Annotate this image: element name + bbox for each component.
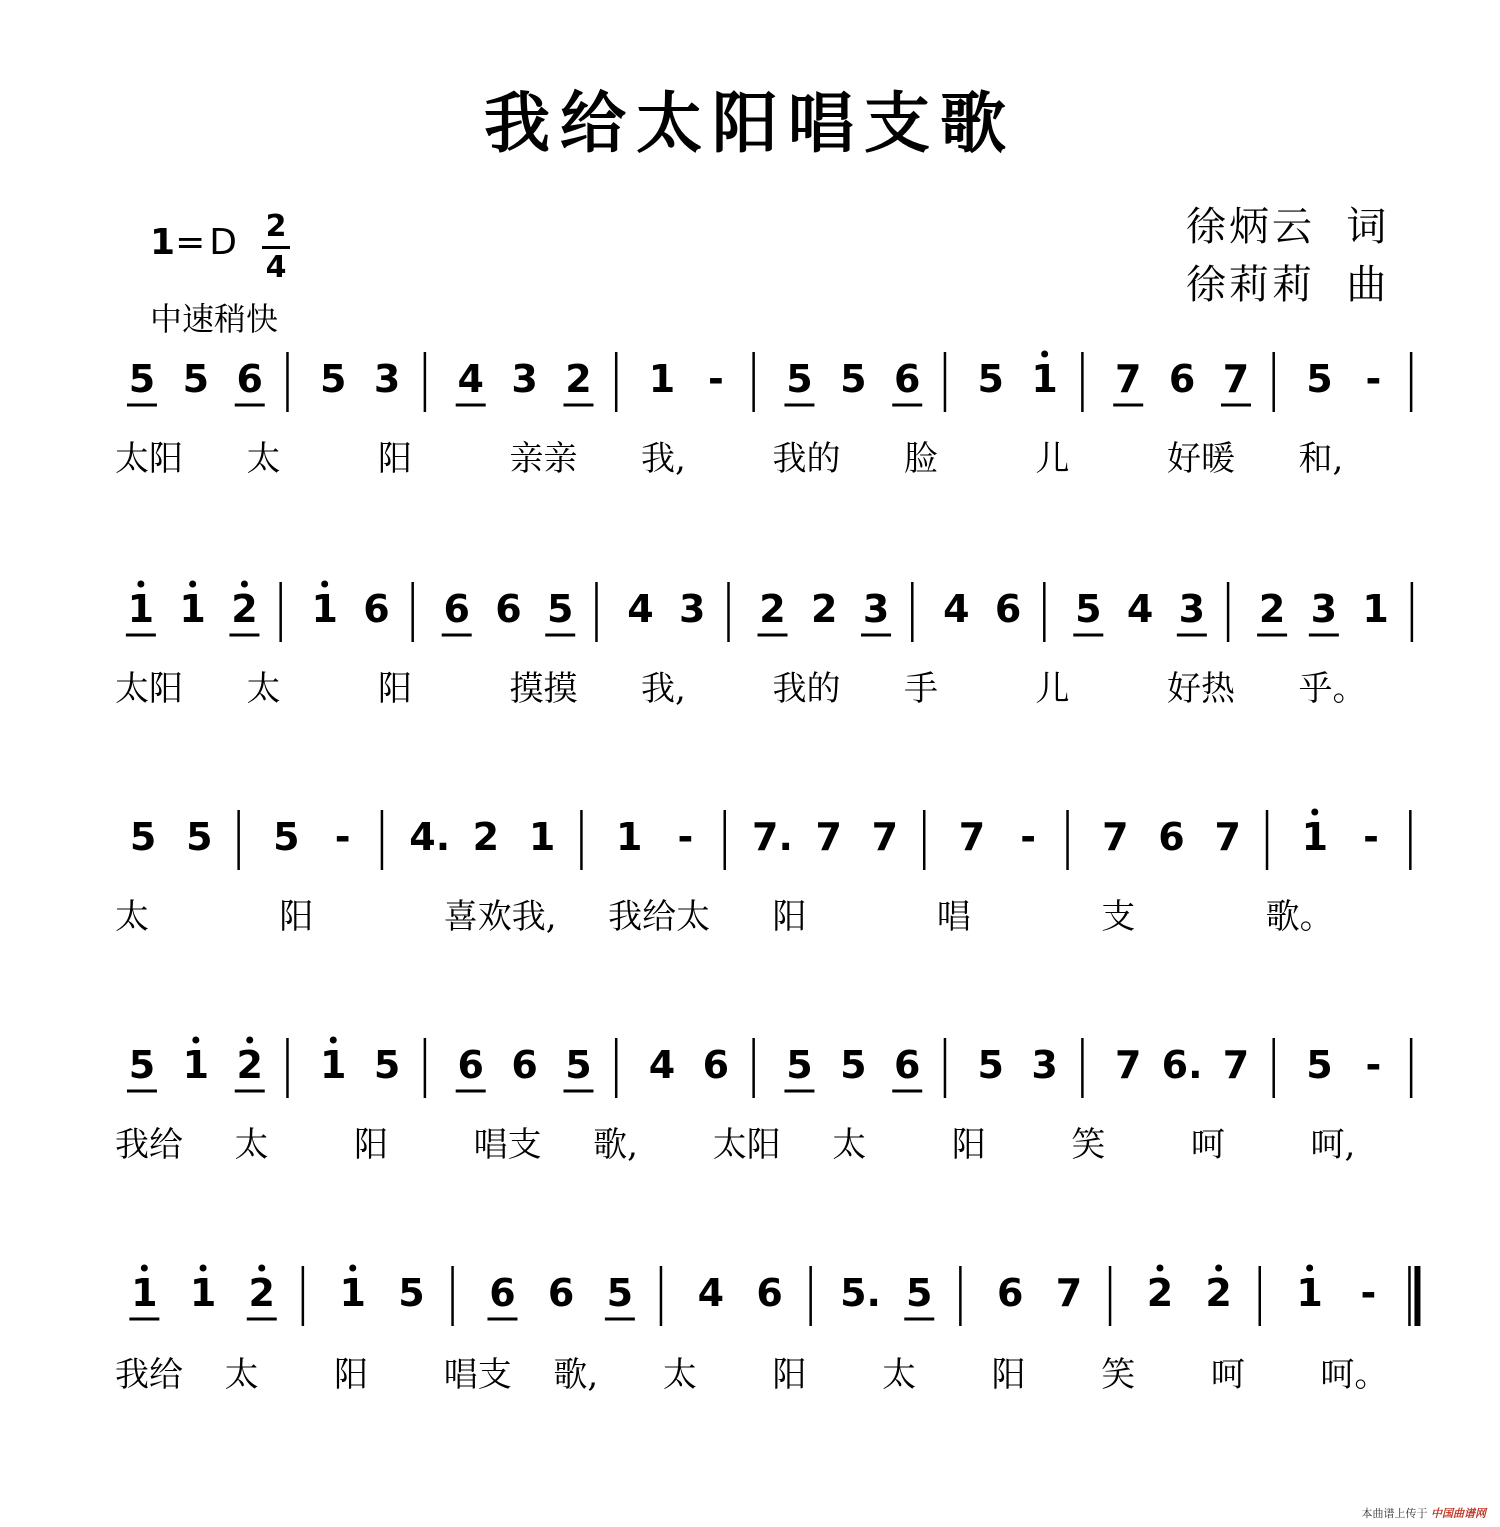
note: 6.	[1161, 1043, 1203, 1087]
high-octave-dot	[137, 581, 144, 588]
note: -	[1020, 815, 1037, 859]
note: 6	[756, 1271, 783, 1315]
note: 5	[840, 1043, 867, 1087]
note: 2	[811, 587, 838, 631]
note: 5	[373, 1043, 401, 1087]
note: 1	[1301, 815, 1329, 859]
note: -	[1365, 357, 1382, 401]
note: 7	[1114, 1043, 1142, 1087]
time-signature-bottom: 4	[265, 250, 287, 285]
note: -	[708, 357, 724, 401]
note: 7	[1214, 815, 1241, 859]
note: 2	[565, 357, 592, 401]
lyric: 阳	[951, 1125, 986, 1165]
note: 1	[615, 815, 643, 859]
lyric: 我给	[115, 1125, 183, 1165]
note: 2	[472, 815, 500, 859]
high-octave-dot	[246, 1037, 253, 1044]
note: 3	[1310, 587, 1338, 631]
note: 3	[862, 587, 890, 631]
lyric: 唱支	[443, 1355, 512, 1395]
note: 5	[977, 1043, 1004, 1087]
note: 6	[1168, 357, 1196, 401]
high-octave-dot	[192, 1037, 199, 1044]
note: 5	[128, 1043, 156, 1087]
note: 7	[871, 815, 899, 859]
note: 5	[128, 357, 156, 401]
note: 1	[189, 1271, 217, 1315]
high-octave-dot	[1306, 1265, 1313, 1272]
high-octave-dot	[330, 1037, 337, 1044]
lyric: 太	[882, 1355, 917, 1395]
lyric: 喜欢我,	[443, 897, 557, 937]
note: 6	[994, 587, 1022, 631]
note: 2	[1146, 1271, 1174, 1315]
note: 7	[815, 815, 842, 859]
note: 6	[894, 1043, 921, 1087]
lyric: 好热	[1167, 669, 1235, 709]
lyric: 我的	[772, 669, 841, 709]
lyric: 唱	[936, 897, 971, 937]
note: 5	[906, 1271, 933, 1315]
note: 1	[528, 815, 556, 859]
high-octave-dot	[1311, 809, 1318, 816]
note: 4	[1126, 587, 1154, 631]
note: -	[1363, 815, 1379, 859]
time-signature-top: 2	[265, 209, 287, 244]
note: -	[677, 815, 694, 859]
lyric: 阳	[772, 1355, 807, 1395]
lyric: 呵。	[1320, 1355, 1389, 1395]
lyric: 阳	[279, 897, 314, 937]
lyric: 儿	[1035, 669, 1070, 709]
note: 6	[997, 1271, 1024, 1315]
note: 5	[182, 357, 210, 401]
note: -	[1360, 1271, 1377, 1315]
lyric: 呵	[1190, 1125, 1225, 1165]
note: 7	[1055, 1271, 1083, 1315]
high-octave-dot	[321, 581, 328, 588]
note: 5	[186, 815, 213, 859]
lyric: 好暖	[1167, 439, 1235, 479]
note: 5	[320, 357, 347, 401]
note: 6	[547, 1271, 575, 1315]
lyric: 阳	[334, 1355, 369, 1395]
note: 7	[1114, 357, 1142, 401]
high-octave-dot	[258, 1265, 265, 1272]
note: 7	[1222, 357, 1250, 401]
note: 3	[1031, 1043, 1058, 1087]
note: 1	[131, 1271, 158, 1315]
lyric: 歌,	[553, 1355, 599, 1395]
note: 4	[648, 1043, 676, 1087]
lyric: 呵	[1210, 1355, 1245, 1395]
note: 5	[1306, 357, 1333, 401]
key-note: D	[209, 222, 237, 263]
note: 5.	[840, 1271, 882, 1315]
lyric: 阳	[354, 1125, 389, 1165]
note: 7.	[752, 815, 793, 859]
high-octave-dot	[349, 1265, 356, 1272]
note: 3	[511, 357, 538, 401]
lyric: 乎。	[1298, 669, 1367, 709]
note: 2	[759, 587, 786, 631]
note: 4	[697, 1271, 725, 1315]
high-octave-dot	[1215, 1265, 1222, 1272]
note: 5	[977, 357, 1004, 401]
lyric: 阳	[378, 669, 412, 709]
note: 2	[1205, 1271, 1232, 1315]
lyric: 我给太	[608, 897, 711, 937]
note: 1	[311, 587, 338, 631]
note: 6	[363, 587, 390, 631]
note: 4.	[409, 815, 451, 859]
lyric: 脸	[904, 439, 938, 479]
lyric: 摸摸	[509, 669, 578, 709]
note: 6	[236, 357, 263, 401]
note: 5	[565, 1043, 592, 1087]
note: 1	[648, 357, 676, 401]
lyric: 亲亲	[509, 439, 578, 479]
lyric: 笑	[1101, 1355, 1136, 1395]
note: 6	[457, 1043, 484, 1087]
note: 2	[248, 1271, 275, 1315]
lyric: 手	[904, 669, 938, 709]
note: 5	[398, 1271, 425, 1315]
note: -	[334, 815, 351, 859]
note: 5	[1075, 587, 1102, 631]
note: 4	[457, 357, 484, 401]
lyric: 太	[115, 897, 149, 937]
note: 4	[627, 587, 654, 631]
lyric: 太	[234, 1125, 269, 1165]
note: 1	[1362, 587, 1389, 631]
lyric: 阳	[991, 1355, 1026, 1395]
note: 5	[786, 357, 813, 401]
note: 5	[1306, 1043, 1333, 1087]
note: 6	[894, 357, 921, 401]
lyric: 支	[1101, 897, 1136, 937]
note: 7	[1222, 1043, 1250, 1087]
lyric: 唱支	[473, 1125, 542, 1165]
high-octave-dot	[1156, 1265, 1163, 1272]
note: 7	[958, 815, 986, 859]
note: 2	[231, 587, 258, 631]
note: 6	[443, 587, 470, 631]
note: -	[1365, 1043, 1382, 1087]
lyric: 太	[832, 1125, 867, 1165]
note: 5	[606, 1271, 634, 1315]
note: 2	[236, 1043, 263, 1087]
note: 7	[1102, 815, 1129, 859]
note: 1	[179, 587, 206, 631]
lyric: 歌,	[593, 1125, 638, 1165]
high-octave-dot	[189, 581, 196, 588]
note: 6	[511, 1043, 538, 1087]
key-degree: 1	[150, 222, 176, 263]
note: 6	[1158, 815, 1185, 859]
note: 5	[840, 357, 867, 401]
note: 5	[273, 815, 300, 859]
lyric: 太	[662, 1355, 697, 1395]
high-octave-dot	[1041, 351, 1048, 358]
lyric: 歌。	[1265, 897, 1334, 937]
note: 3	[1178, 587, 1206, 631]
note: 5	[786, 1043, 813, 1087]
lyric: 我的	[772, 439, 841, 479]
high-octave-dot	[241, 581, 248, 588]
lyric: 太阳	[115, 439, 183, 479]
note: 4	[943, 587, 970, 631]
note: 3	[679, 587, 706, 631]
lyric: 和,	[1298, 439, 1344, 479]
composer-credit: 徐莉莉 曲	[1186, 262, 1390, 308]
lyric: 儿	[1035, 439, 1070, 479]
note: 1	[127, 587, 155, 631]
note: 2	[1258, 587, 1286, 631]
footer-text: 本曲谱上传于	[1361, 1507, 1428, 1520]
note: 6	[495, 587, 522, 631]
lyric: 笑	[1071, 1125, 1106, 1165]
lyric: 太阳	[115, 669, 183, 709]
lyric: 我给	[115, 1355, 183, 1395]
tempo-marking: 中速稍快	[150, 300, 279, 338]
lyric: 我,	[641, 669, 686, 709]
lyricist-credit: 徐炳云 词	[1186, 204, 1390, 250]
lyric: 我,	[641, 439, 686, 479]
lyric: 太	[246, 439, 281, 479]
high-octave-dot	[141, 1265, 148, 1272]
note: 5	[547, 587, 574, 631]
key-equals: =	[175, 222, 206, 263]
footer	[1362, 1505, 1487, 1521]
note: 1	[320, 1043, 347, 1087]
note: 6	[489, 1271, 516, 1315]
note: 1	[1296, 1271, 1323, 1315]
note: 1	[182, 1043, 210, 1087]
song-title: 我给太阳唱支歌	[484, 84, 1016, 162]
note: 5	[129, 815, 157, 859]
lyric: 阳	[772, 897, 807, 937]
lyric: 太阳	[712, 1125, 781, 1165]
note: 3	[373, 357, 401, 401]
note: 1	[339, 1271, 366, 1315]
footer-site-logo: 中国曲谱网	[1431, 1507, 1486, 1520]
lyric: 太	[224, 1355, 259, 1395]
high-octave-dot	[200, 1265, 207, 1272]
lyric: 阳	[378, 439, 412, 479]
lyric: 太	[246, 669, 281, 709]
lyric: 呵,	[1310, 1125, 1356, 1165]
note: 1	[1031, 357, 1058, 401]
note: 6	[702, 1043, 730, 1087]
